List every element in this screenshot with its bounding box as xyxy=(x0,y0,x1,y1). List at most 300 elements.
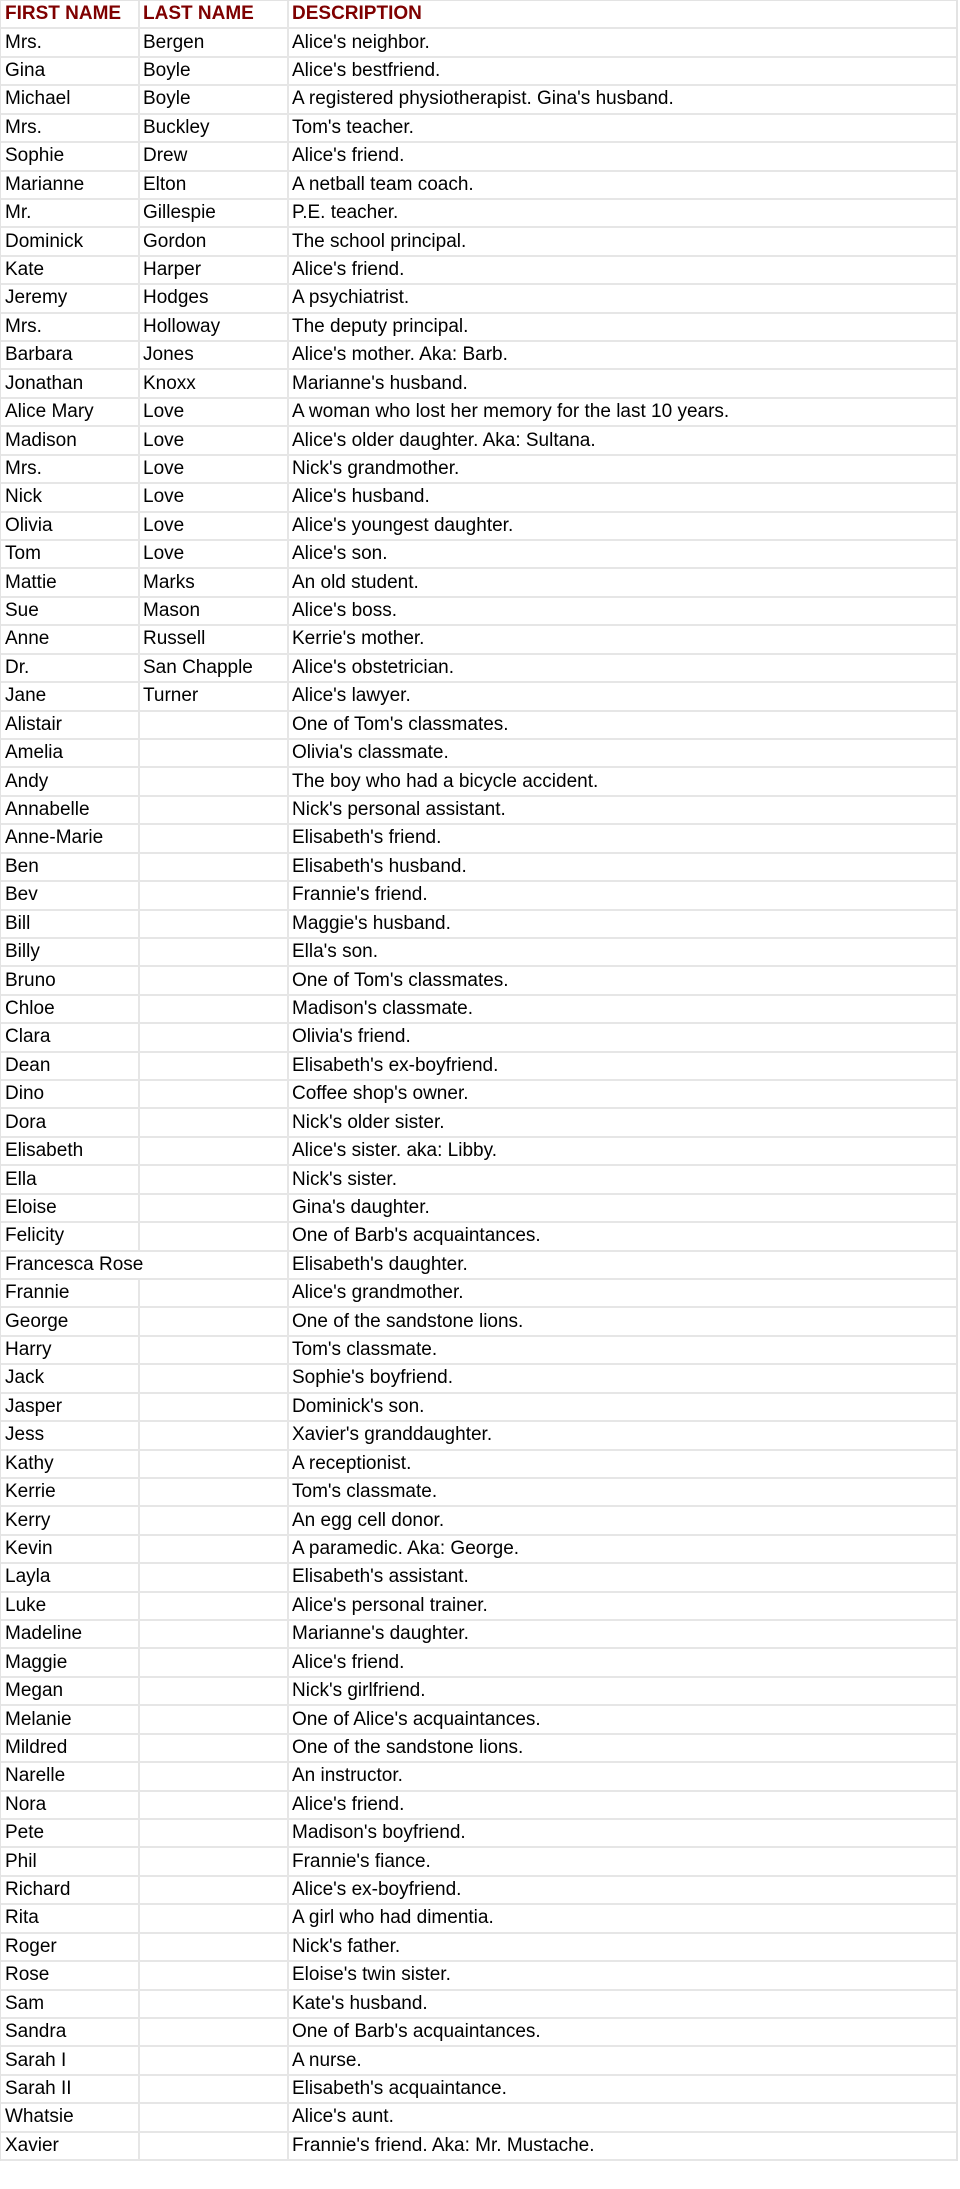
description-cell[interactable]: Nick's girlfriend. xyxy=(292,1680,426,1702)
description-cell[interactable]: Dominick's son. xyxy=(292,1395,425,1417)
table-row xyxy=(1,1479,956,1507)
table-row xyxy=(1,1991,956,2019)
description-cell[interactable]: Frannie's friend. xyxy=(292,884,428,906)
first-name-cell[interactable]: Kevin xyxy=(1,1536,140,1562)
last-name-cell[interactable] xyxy=(140,1109,289,1135)
last-name-cell[interactable] xyxy=(140,1763,289,1789)
last-name-cell[interactable]: Elton xyxy=(140,172,289,198)
description-cell[interactable]: Alice's son. xyxy=(292,543,388,565)
table-row xyxy=(1,939,956,967)
last-name-cell[interactable]: Knoxx xyxy=(140,370,289,396)
first-name-cell[interactable]: Rose xyxy=(1,1962,140,1988)
description-cell[interactable]: Alice's sister. aka: Libby. xyxy=(292,1140,497,1162)
description-cell[interactable]: Alice's husband. xyxy=(292,486,430,508)
first-name-cell[interactable]: Jasper xyxy=(1,1394,140,1420)
last-name-cell[interactable] xyxy=(140,1422,289,1448)
table-row xyxy=(1,1564,956,1592)
description-cell[interactable]: A registered physiotherapist. Gina's husband. xyxy=(292,88,674,110)
last-name-cell[interactable]: Love xyxy=(140,456,289,482)
table-row xyxy=(1,1280,956,1308)
description-cell[interactable]: A woman who lost her memory for the last 10 years. xyxy=(292,401,730,423)
description-cell[interactable]: Nick's sister. xyxy=(292,1168,397,1190)
first-name-cell[interactable]: Rita xyxy=(1,1905,140,1931)
description-cell[interactable]: Alice's bestfriend. xyxy=(292,60,441,82)
description-cell[interactable]: Sophie's boyfriend. xyxy=(292,1367,454,1389)
description-cell[interactable]: The boy who had a bicycle accident. xyxy=(292,770,599,792)
first-name-cell[interactable]: Jeremy xyxy=(1,285,140,311)
last-name-cell[interactable]: Boyle xyxy=(140,86,289,112)
table-row xyxy=(1,29,956,57)
description-cell[interactable]: One of Tom's classmates. xyxy=(292,713,509,735)
description-cell[interactable]: One of Tom's classmates. xyxy=(292,969,509,991)
first-name-cell[interactable]: Richard xyxy=(1,1877,140,1903)
description-cell[interactable]: Olivia's friend. xyxy=(292,1026,411,1048)
first-name-cell[interactable]: Michael xyxy=(1,86,140,112)
description-cell[interactable]: Elisabeth's assistant. xyxy=(292,1566,469,1588)
last-name-cell[interactable]: Drew xyxy=(140,143,289,169)
table-row xyxy=(1,1934,956,1962)
description-cell[interactable]: Ella's son. xyxy=(292,941,379,963)
description-cell[interactable]: Kate's husband. xyxy=(292,1992,428,2014)
first-name-cell[interactable]: George xyxy=(1,1308,140,1334)
first-name-cell[interactable]: Bill xyxy=(1,911,140,937)
first-name-cell[interactable]: Annabelle xyxy=(1,797,140,823)
first-name-cell[interactable]: Mrs. xyxy=(1,29,140,55)
description-cell[interactable]: Alice's boss. xyxy=(292,600,398,622)
table-row xyxy=(1,1422,956,1450)
table-row xyxy=(1,854,956,882)
first-name-cell[interactable]: Madison xyxy=(1,427,140,453)
first-name-cell[interactable]: Sandra xyxy=(1,2019,140,2045)
table-row xyxy=(1,1053,956,1081)
table-row xyxy=(1,257,956,285)
description-cell[interactable]: Elisabeth's friend. xyxy=(292,827,442,849)
last-name-cell[interactable] xyxy=(140,1678,289,1704)
table-row xyxy=(1,655,956,683)
last-name-cell[interactable] xyxy=(140,1223,289,1249)
description-cell[interactable]: Xavier's granddaughter. xyxy=(292,1424,493,1446)
description-cell[interactable]: An egg cell donor. xyxy=(292,1509,445,1531)
last-name-cell[interactable] xyxy=(140,1195,289,1221)
description-cell[interactable]: Maggie's husband. xyxy=(292,912,451,934)
last-name-cell[interactable] xyxy=(140,1820,289,1846)
table-row xyxy=(1,1308,956,1336)
last-name-cell[interactable]: Harper xyxy=(140,257,289,283)
first-name-cell[interactable]: Roger xyxy=(1,1934,140,1960)
table-row xyxy=(1,342,956,370)
description-cell[interactable]: Tom's classmate. xyxy=(292,1481,438,1503)
table-row xyxy=(1,1451,956,1479)
description-cell[interactable]: Elisabeth's acquaintance. xyxy=(292,2078,507,2099)
description-cell[interactable]: Alice's ex-boyfriend. xyxy=(292,1879,462,1901)
table-row xyxy=(1,513,956,541)
description-cell[interactable]: One of Alice's acquaintances. xyxy=(292,1708,541,1730)
table-row xyxy=(1,1877,956,1905)
first-name-cell[interactable]: Elisabeth xyxy=(1,1138,140,1164)
table-row xyxy=(1,1649,956,1677)
first-name-cell[interactable]: Madeline xyxy=(1,1621,140,1647)
last-name-cell[interactable]: Love xyxy=(140,427,289,453)
last-name-cell[interactable]: Russell xyxy=(140,626,289,652)
table-row xyxy=(1,1962,956,1990)
first-name-cell[interactable]: Amelia xyxy=(1,740,140,766)
first-name-cell[interactable]: Dino xyxy=(1,1081,140,1107)
last-name-cell[interactable] xyxy=(140,2104,289,2130)
first-name-cell[interactable]: Nick xyxy=(1,484,140,510)
last-name-cell[interactable] xyxy=(140,2133,289,2159)
table-row xyxy=(1,1394,956,1422)
table-row xyxy=(1,740,956,768)
table-row xyxy=(1,996,956,1024)
last-name-cell[interactable] xyxy=(140,1564,289,1590)
description-cell[interactable]: Kerrie's mother. xyxy=(292,628,425,650)
first-name-cell[interactable]: Jess xyxy=(1,1422,140,1448)
last-name-cell[interactable]: Buckley xyxy=(140,115,289,141)
description-cell[interactable]: Nick's grandmother. xyxy=(292,457,460,479)
first-name-cell[interactable]: Chloe xyxy=(1,996,140,1022)
table-row xyxy=(1,1678,956,1706)
description-cell[interactable]: The school principal. xyxy=(292,230,467,252)
last-name-cell[interactable] xyxy=(140,854,289,880)
last-name-cell[interactable]: Jones xyxy=(140,342,289,368)
first-name-cell[interactable]: Kerrie xyxy=(1,1479,140,1505)
table-row xyxy=(1,2047,956,2075)
last-name-cell[interactable] xyxy=(140,2019,289,2045)
description-cell[interactable]: Eloise's twin sister. xyxy=(292,1964,451,1986)
table-row xyxy=(1,1109,956,1137)
description-cell[interactable]: A receptionist. xyxy=(292,1452,412,1474)
header-row xyxy=(1,1,956,29)
first-name-cell[interactable]: Ben xyxy=(1,854,140,880)
first-name-cell[interactable]: Harry xyxy=(1,1337,140,1363)
last-name-cell[interactable] xyxy=(140,1621,289,1647)
last-name-cell[interactable] xyxy=(140,1792,289,1818)
last-name-cell[interactable] xyxy=(140,1479,289,1505)
table-row xyxy=(1,1081,956,1109)
description-cell[interactable]: Nick's personal assistant. xyxy=(292,799,506,821)
description-cell[interactable]: Alice's obstetrician. xyxy=(292,656,455,678)
first-name-cell[interactable]: Olivia xyxy=(1,513,140,539)
last-name-cell[interactable] xyxy=(140,1934,289,1960)
table-row xyxy=(1,1337,956,1365)
description-cell[interactable]: Madison's classmate. xyxy=(292,997,474,1019)
description-cell[interactable]: Elisabeth's daughter. xyxy=(292,1253,468,1275)
first-name-cell[interactable]: Whatsie xyxy=(1,2104,140,2130)
last-name-cell[interactable]: Bergen xyxy=(140,29,289,55)
last-name-cell[interactable]: Mason xyxy=(140,598,289,624)
description-cell[interactable]: A psychiatrist. xyxy=(292,287,410,309)
table-row xyxy=(1,882,956,910)
table-row xyxy=(1,172,956,200)
first-name-cell[interactable]: Jack xyxy=(1,1365,140,1391)
description-cell[interactable]: Alice's older daughter. Aka: Sultana. xyxy=(292,429,596,451)
last-name-cell[interactable] xyxy=(140,1451,289,1477)
description-cell[interactable]: Elisabeth's husband. xyxy=(292,855,467,877)
last-name-cell[interactable] xyxy=(140,1252,289,1278)
last-name-cell[interactable] xyxy=(140,1280,289,1306)
table-row xyxy=(1,285,956,313)
description-cell[interactable]: Alice's friend. xyxy=(292,1793,405,1815)
first-name-cell[interactable]: Marianne xyxy=(1,172,140,198)
description-cell[interactable]: An old student. xyxy=(292,571,419,593)
first-name-cell[interactable]: Mattie xyxy=(1,569,140,595)
table-row xyxy=(1,1706,956,1734)
last-name-cell[interactable] xyxy=(140,740,289,766)
description-cell[interactable]: A nurse. xyxy=(292,2049,362,2071)
description-cell[interactable]: Marianne's husband. xyxy=(292,372,468,394)
description-cell[interactable]: An instructor. xyxy=(292,1765,403,1787)
first-name-cell[interactable]: Clara xyxy=(1,1024,140,1050)
description-cell[interactable]: Alice's personal trainer. xyxy=(292,1594,488,1616)
first-name-cell[interactable]: Megan xyxy=(1,1678,140,1704)
first-name-cell[interactable]: Mrs. xyxy=(1,314,140,340)
first-name-cell[interactable]: Eloise xyxy=(1,1195,140,1221)
last-name-cell[interactable] xyxy=(140,1991,289,2017)
first-name-cell[interactable]: Jane xyxy=(1,683,140,709)
first-name-cell[interactable]: Ella xyxy=(1,1166,140,1192)
last-name-cell[interactable] xyxy=(140,712,289,738)
description-cell[interactable]: A netball team coach. xyxy=(292,173,474,195)
first-name-cell[interactable]: Layla xyxy=(1,1564,140,1590)
table-row xyxy=(1,967,956,995)
first-name-cell[interactable]: Andy xyxy=(1,768,140,794)
first-name-cell[interactable]: Anne xyxy=(1,626,140,652)
first-name-cell[interactable]: Kerry xyxy=(1,1507,140,1533)
table-body xyxy=(1,29,956,2161)
table-row xyxy=(1,1593,956,1621)
last-name-cell[interactable] xyxy=(140,1706,289,1732)
last-name-cell[interactable]: San Chapple xyxy=(140,655,289,681)
first-name-cell[interactable]: Mrs. xyxy=(1,456,140,482)
last-name-cell[interactable] xyxy=(140,1365,289,1391)
last-name-cell[interactable] xyxy=(140,825,289,851)
description-cell[interactable]: Alice's lawyer. xyxy=(292,685,411,707)
first-name-cell[interactable]: Frannie xyxy=(1,1280,140,1306)
last-name-cell[interactable] xyxy=(140,911,289,937)
last-name-cell[interactable] xyxy=(140,2047,289,2073)
description-cell[interactable]: Marianne's daughter. xyxy=(292,1623,469,1645)
table-row xyxy=(1,399,956,427)
table-row xyxy=(1,1507,956,1535)
description-cell[interactable]: One of Barb's acquaintances. xyxy=(292,2021,541,2043)
table-row xyxy=(1,541,956,569)
table-row xyxy=(1,768,956,796)
first-name-cell[interactable]: Kate xyxy=(1,257,140,283)
table-row xyxy=(1,1905,956,1933)
description-cell[interactable]: Alice's friend. xyxy=(292,145,405,167)
description-cell[interactable]: Alice's aunt. xyxy=(292,2106,394,2128)
first-name-cell[interactable]: Luke xyxy=(1,1593,140,1619)
last-name-cell[interactable]: Hodges xyxy=(140,285,289,311)
last-name-cell[interactable] xyxy=(140,1308,289,1334)
description-cell[interactable]: Madison's boyfriend. xyxy=(292,1822,466,1844)
last-name-cell[interactable]: Holloway xyxy=(140,314,289,340)
description-cell[interactable]: The deputy principal. xyxy=(292,315,469,337)
table-row xyxy=(1,2133,956,2161)
table-row xyxy=(1,200,956,228)
first-name-cell[interactable]: Bruno xyxy=(1,967,140,993)
description-cell[interactable]: One of the sandstone lions. xyxy=(292,1310,524,1332)
last-name-cell[interactable] xyxy=(140,1536,289,1562)
last-name-cell[interactable] xyxy=(140,1962,289,1988)
first-name-cell[interactable]: Mr. xyxy=(1,200,140,226)
last-name-cell[interactable]: Marks xyxy=(140,569,289,595)
last-name-cell[interactable]: Gordon xyxy=(140,228,289,254)
table-row xyxy=(1,1536,956,1564)
first-name-cell[interactable]: Sue xyxy=(1,598,140,624)
first-name-cell[interactable]: Alice Mary xyxy=(1,399,140,425)
last-name-cell[interactable] xyxy=(140,1138,289,1164)
first-name-cell[interactable]: Tom xyxy=(1,541,140,567)
table-row xyxy=(1,683,956,711)
first-name-cell[interactable]: Nora xyxy=(1,1792,140,1818)
first-name-cell[interactable]: Kathy xyxy=(1,1451,140,1477)
table-row xyxy=(1,2076,956,2104)
first-name-cell[interactable]: Dr. xyxy=(1,655,140,681)
table-row xyxy=(1,1820,956,1848)
header-last-name[interactable]: LAST NAME xyxy=(140,1,289,27)
last-name-cell[interactable] xyxy=(140,996,289,1022)
first-name-cell[interactable]: Barbara xyxy=(1,342,140,368)
table-row xyxy=(1,1024,956,1052)
table-row xyxy=(1,911,956,939)
last-name-cell[interactable] xyxy=(140,768,289,794)
last-name-cell[interactable] xyxy=(140,1053,289,1079)
description-cell[interactable]: Gina's daughter. xyxy=(292,1196,430,1218)
description-cell[interactable]: One of Barb's acquaintances. xyxy=(292,1225,541,1247)
description-cell[interactable]: Nick's father. xyxy=(292,1935,401,1957)
description-cell[interactable]: Frannie's friend. Aka: Mr. Mustache. xyxy=(292,2134,595,2156)
first-name-cell[interactable]: Jonathan xyxy=(1,370,140,396)
last-name-cell[interactable]: Love xyxy=(140,541,289,567)
first-name-cell[interactable]: Phil xyxy=(1,1848,140,1874)
last-name-cell[interactable] xyxy=(140,1337,289,1363)
first-name-cell[interactable]: Narelle xyxy=(1,1763,140,1789)
description-cell[interactable]: Nick's older sister. xyxy=(292,1111,445,1133)
description-cell[interactable]: Tom's teacher. xyxy=(292,116,414,138)
last-name-cell[interactable] xyxy=(140,967,289,993)
last-name-cell[interactable]: Love xyxy=(140,399,289,425)
table-row xyxy=(1,1792,956,1820)
last-name-cell[interactable]: Gillespie xyxy=(140,200,289,226)
description-cell[interactable]: P.E. teacher. xyxy=(292,202,399,224)
first-name-cell[interactable]: Sarah II xyxy=(1,2076,140,2102)
header-first-name[interactable]: FIRST NAME xyxy=(1,1,140,27)
last-name-cell[interactable] xyxy=(140,1593,289,1619)
table-row xyxy=(1,456,956,484)
first-name-cell[interactable]: Mildred xyxy=(1,1735,140,1761)
table-row xyxy=(1,115,956,143)
description-cell[interactable]: Coffee shop's owner. xyxy=(292,1083,469,1105)
description-cell[interactable]: Alice's mother. Aka: Barb. xyxy=(292,344,508,366)
last-name-cell[interactable]: Love xyxy=(140,513,289,539)
first-name-cell[interactable]: Melanie xyxy=(1,1706,140,1732)
last-name-cell[interactable] xyxy=(140,882,289,908)
description-cell[interactable]: Alice's friend. xyxy=(292,259,405,280)
description-cell[interactable]: Alice's grandmother. xyxy=(292,1282,464,1304)
first-name-cell[interactable]: Dominick xyxy=(1,228,140,254)
first-name-cell[interactable]: Maggie xyxy=(1,1649,140,1675)
table-row xyxy=(1,1166,956,1194)
last-name-cell[interactable] xyxy=(140,1649,289,1675)
first-name-cell[interactable]: Bev xyxy=(1,882,140,908)
first-name-cell[interactable]: Dean xyxy=(1,1053,140,1079)
description-cell[interactable]: Frannie's fiance. xyxy=(292,1850,431,1872)
first-name-cell[interactable]: Francesca Rose xyxy=(5,1253,144,1275)
description-cell[interactable]: Elisabeth's ex-boyfriend. xyxy=(292,1054,499,1076)
table-row xyxy=(1,2019,956,2047)
first-name-cell[interactable]: Gina xyxy=(1,58,140,84)
last-name-cell[interactable] xyxy=(140,1905,289,1931)
first-name-cell[interactable]: Pete xyxy=(1,1820,140,1846)
first-name-cell[interactable]: Sophie xyxy=(1,143,140,169)
first-name-cell[interactable]: Billy xyxy=(1,939,140,965)
last-name-cell[interactable] xyxy=(140,1848,289,1874)
table-row xyxy=(1,1365,956,1393)
description-cell[interactable]: Olivia's classmate. xyxy=(292,742,449,764)
description-cell[interactable]: Alice's youngest daughter. xyxy=(292,514,514,536)
first-name-cell[interactable]: Anne-Marie xyxy=(1,825,140,851)
description-cell[interactable]: Alice's neighbor. xyxy=(292,31,430,53)
last-name-cell[interactable] xyxy=(140,797,289,823)
table-row xyxy=(1,484,956,512)
last-name-cell[interactable] xyxy=(140,1394,289,1420)
last-name-cell[interactable] xyxy=(140,2076,289,2102)
description-cell[interactable]: A girl who had dimentia. xyxy=(292,1907,494,1929)
table-row xyxy=(1,143,956,171)
table-row xyxy=(1,1252,956,1280)
table-row xyxy=(1,1138,956,1166)
first-name-cell[interactable]: Alistair xyxy=(1,712,140,738)
description-cell[interactable]: Alice's friend. xyxy=(292,1651,405,1673)
description-cell[interactable]: One of the sandstone lions. xyxy=(292,1736,524,1758)
last-name-cell[interactable]: Turner xyxy=(140,683,289,709)
table-row xyxy=(1,1735,956,1763)
table-row xyxy=(1,58,956,86)
table-row xyxy=(1,86,956,114)
first-name-cell[interactable]: Mrs. xyxy=(1,115,140,141)
last-name-cell[interactable] xyxy=(140,1081,289,1107)
table-row xyxy=(1,797,956,825)
table-row xyxy=(1,569,956,597)
first-name-cell[interactable]: Dora xyxy=(1,1109,140,1135)
first-name-cell[interactable]: Sam xyxy=(1,1991,140,2017)
table-row xyxy=(1,598,956,626)
header-description[interactable]: DESCRIPTION xyxy=(292,3,422,25)
last-name-cell[interactable] xyxy=(140,1166,289,1192)
description-cell[interactable]: Tom's classmate. xyxy=(292,1339,438,1361)
table-row xyxy=(1,228,956,256)
last-name-cell[interactable] xyxy=(140,1024,289,1050)
table-row xyxy=(1,712,956,740)
first-name-cell[interactable]: Felicity xyxy=(1,1223,140,1249)
first-name-cell[interactable]: Xavier xyxy=(1,2133,140,2159)
last-name-cell[interactable] xyxy=(140,1877,289,1903)
table-row xyxy=(1,1223,956,1251)
last-name-cell[interactable] xyxy=(140,1735,289,1761)
table-row xyxy=(1,370,956,398)
table-row xyxy=(1,1848,956,1876)
last-name-cell[interactable]: Boyle xyxy=(140,58,289,84)
last-name-cell[interactable] xyxy=(140,1507,289,1533)
last-name-cell[interactable] xyxy=(140,939,289,965)
table-row xyxy=(1,1195,956,1223)
last-name-cell[interactable]: Love xyxy=(140,484,289,510)
table-row xyxy=(1,1621,956,1649)
first-name-cell[interactable]: Sarah I xyxy=(1,2047,140,2073)
description-cell[interactable]: A paramedic. Aka: George. xyxy=(292,1537,520,1559)
table-row xyxy=(1,1763,956,1791)
